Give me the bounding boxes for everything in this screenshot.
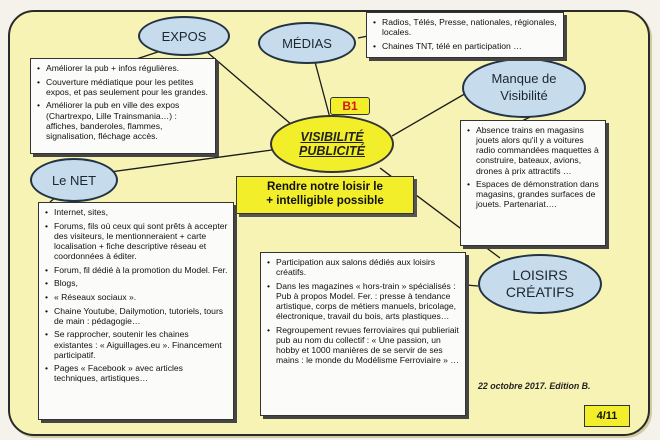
node-loisirs-line1: LOISIRS	[512, 266, 568, 283]
loisirs-item: • Dans les magazines « hors-train » spécialisés : Pub à propos Model. Fer. : presse à tendance artistique, corps de métiers manuels, bricolage, électronique, travail du bois, arts plastiques…	[267, 281, 460, 322]
node-net-label: Le NET	[51, 172, 97, 188]
net-item: • « Réseaux sociaux ».	[45, 292, 228, 302]
expos-item: • Couverture médiatique pour les petites expos, et pas seulement pour les grandes.	[37, 77, 210, 97]
loisirs-item: • Regroupement revues ferroviaires qui publieriait pub au nom du collectif : « Une passion, un hobby et 1000 manières de se servir de ses mains : le monde du Modélisme Ferroviaire » …	[267, 325, 460, 366]
connector-medias-center	[315, 62, 330, 118]
net-item: • Se rapprocher, soutenir les chaines existantes : « Aiguillages.eu ». Financement participatif.	[45, 329, 228, 359]
connector-visibilite-center	[392, 92, 468, 136]
net-item: • Pages « Facebook » avec articles techniques, artistiques…	[45, 363, 228, 383]
node-visibilite-line1: Manque de	[491, 71, 557, 87]
page-number: 4/11	[584, 405, 630, 427]
node-expos	[138, 16, 230, 56]
node-visibilite-line2: Visibilité	[500, 88, 548, 103]
center-subtitle-line2: + intelligible possible	[266, 194, 384, 208]
node-le-net	[30, 158, 118, 202]
net-item: • Internet, sites,	[45, 207, 228, 217]
net-box	[38, 202, 234, 420]
center-subtitle-box	[236, 176, 414, 214]
visibilite-item: • Absence trains en magasins jouets alors qu'il y a voitures radio commandées maquettes à construire, bateaux, avions, drones à prix attractifs …	[467, 125, 600, 176]
visibilite-item: • Espaces de démonstration dans magasins, grandes surfaces de jouets. Partenariat….	[467, 179, 600, 209]
medias-item: • Radios, Télés, Presse, nationales, régionales, locales.	[373, 17, 558, 37]
visibilite-box	[460, 120, 606, 246]
net-item: • Forum, fil dédié à la promotion du Model. Fer.	[45, 265, 228, 275]
medias-item: • Chaines TNT, télé en participation …	[373, 41, 558, 51]
edition-date: 22 octobre 2017. Edition B.	[478, 381, 591, 391]
node-loisirs-creatifs	[478, 254, 602, 314]
loisirs-box	[260, 252, 466, 416]
node-manque-visibilite	[462, 58, 586, 118]
center-subtitle-line1: Rendre notre loisir le	[267, 180, 383, 193]
net-item: • Forums, fils où ceux qui sont prêts à accepter des visiteurs, le mentionneraient + carte localisation + fiche descriptive réseau et coordonnées à éditer.	[45, 221, 228, 262]
node-loisirs-line2: CRÉATIFS	[505, 284, 575, 300]
badge-b1: B1	[330, 97, 370, 115]
expos-box	[30, 58, 216, 154]
loisirs-item: • Participation aux salons dédiés aux loisirs créatifs.	[267, 257, 460, 277]
expos-item: • Améliorer la pub + infos régulières.	[37, 63, 210, 73]
center-title-line2: PUBLICITÉ	[299, 144, 365, 158]
node-medias-label: MÉDIAS	[282, 35, 332, 51]
expos-item: • Améliorer la pub en ville des expos (Chartrexpo, Lille Trainsmania…) : affiches, banderoles, flammes, signalisation, fléchage accès.	[37, 100, 210, 141]
net-item: • Chaine Youtube, Dailymotion, tutoriels, tours de main : pédagogie…	[45, 306, 228, 326]
center-title-line1: VISIBILITÉ	[300, 129, 364, 144]
node-expos-label: EXPOS	[161, 28, 207, 44]
medias-box	[366, 12, 564, 58]
center-topic	[270, 115, 394, 173]
connector-loisirs-box	[466, 285, 478, 286]
node-medias	[258, 22, 356, 64]
net-item: • Blogs,	[45, 278, 228, 288]
